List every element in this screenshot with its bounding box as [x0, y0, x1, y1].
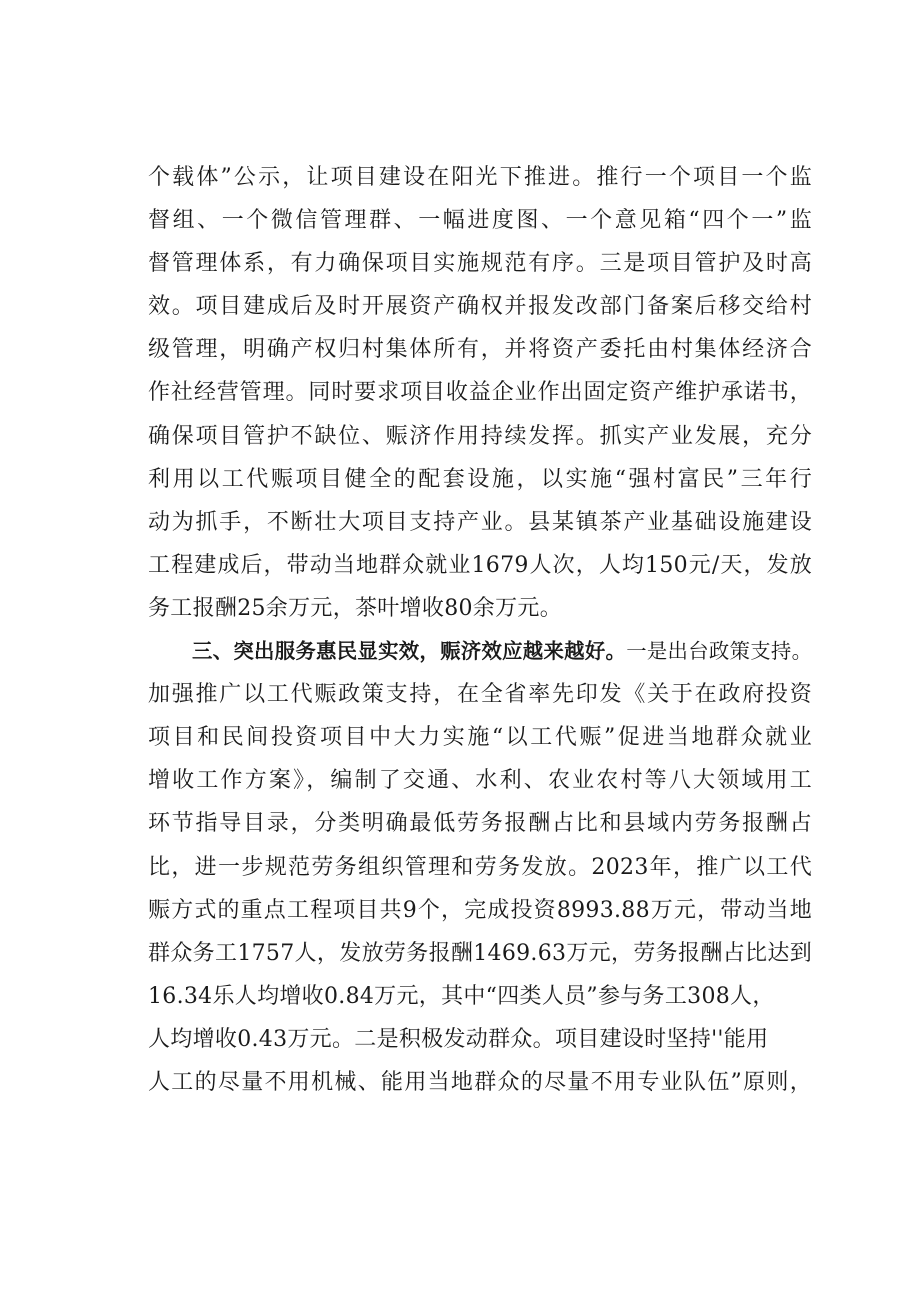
body-line: 级管理，明确产权归村集体所有，并将资产委托由村集体经济合 — [148, 337, 812, 363]
body-line: 务工报酬25余万元，茶叶增收80余万元。 — [148, 595, 562, 621]
body-line: 环节指导目录，分类明确最低劳务报酬占比和县域内劳务报酬占 — [148, 811, 812, 837]
body-line: 动为抓手，不断壮大项目支持产业。县某镇茶产业基础设施建设 — [148, 509, 812, 535]
body-line: 人工的尽量不用机械、能用当地群众的尽量不用专业队伍”原则， — [148, 1069, 812, 1095]
body-line: 16.34乐人均增收0.84万元，其中“四类人员”参与务工308人， — [148, 983, 775, 1009]
body-line: 确保项目管护不缺位、赈济作用持续发挥。抓实产业发展，充分 — [148, 423, 812, 449]
section-heading: 三、突出服务惠民显实效，赈济效应越来越好。 — [192, 639, 627, 664]
body-line: 工程建成后，带动当地群众就业1679人次，人均150元/天，发放 — [148, 552, 812, 578]
body-line: 增收工作方案》，编制了交通、水利、农业农村等八大领域用工 — [148, 768, 812, 794]
body-line: 加强推广以工代赈政策支持，在全省率先印发《关于在政府投资 — [148, 682, 812, 708]
body-line: 个载体”公示，让项目建设在阳光下推进。推行一个项目一个监 — [148, 165, 812, 190]
body-line: 利用以工代赈项目健全的配套设施，以实施“强村富民”三年行 — [148, 466, 812, 492]
section-heading-line — [148, 630, 812, 673]
body-line: 督组、一个微信管理群、一幅进度图、一个意见箱“四个一”监 — [148, 208, 812, 234]
body-line: 项目和民间投资项目中大力实施“以工代赈”促进当地群众就业 — [148, 725, 812, 751]
section-heading-rest: 一是出台政策支持。 — [626, 639, 813, 664]
body-line: 人均增收0.43万元。二是积极发动群众。项目建设时坚持''能用 — [148, 1026, 769, 1052]
body-line: 群众务工1757人，发放劳务报酬1469.63万元，劳务报酬占比达到 — [148, 940, 812, 966]
body-line: 比，进一步规范劳务组织管理和劳务发放。2023年，推广以工代 — [148, 854, 812, 880]
body-line: 作社经营管理。同时要求项目收益企业作出固定资产维护承诺书， — [148, 380, 812, 406]
body-line: 督管理体系，有力确保项目实施规范有序。三是项目管护及时高 — [148, 251, 812, 277]
document-body — [148, 156, 812, 1104]
body-line: 赈方式的重点工程项目共9个，完成投资8993.88万元，带动当地 — [148, 897, 812, 923]
body-line: 效。项目建成后及时开展资产确权并报发改部门备案后移交给村 — [148, 294, 812, 320]
